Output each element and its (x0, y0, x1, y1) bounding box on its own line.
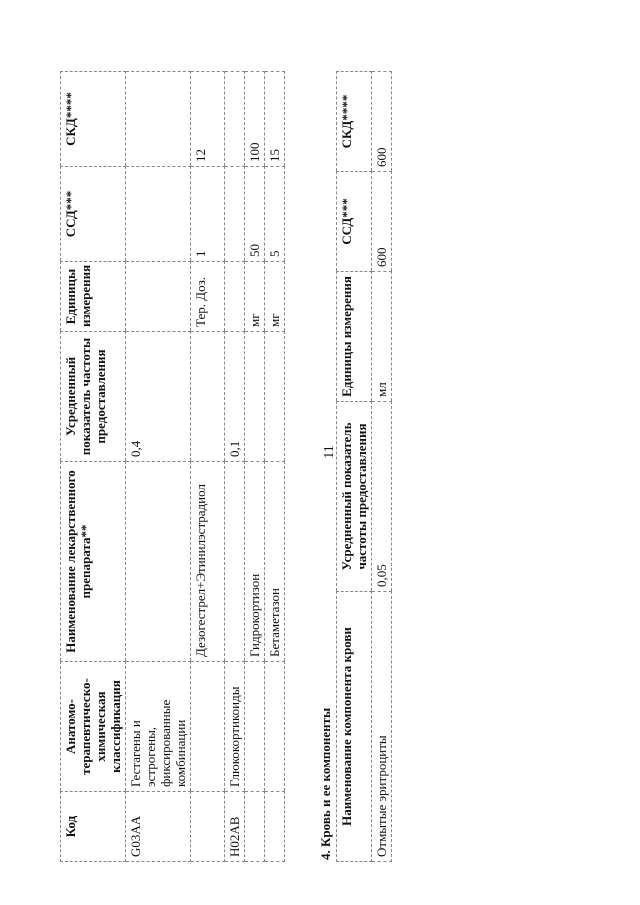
cell-units (225, 262, 245, 332)
header-skd: СКД**** (337, 72, 372, 172)
cell-frequency (191, 332, 225, 462)
cell-atc (191, 662, 225, 792)
cell-ssd: 5 (265, 167, 285, 262)
cell-drug: Гидрокортизон (245, 462, 265, 662)
header-atc: Анатомо-терапевтическо-химическая классификация (61, 662, 126, 792)
cell-skd: 600 (372, 72, 392, 172)
table-row (191, 72, 225, 862)
drug-table-container (60, 62, 300, 862)
header-frequency: Усредненный показатель частоты предоставления (337, 402, 372, 592)
cell-frequency: 0,05 (372, 402, 392, 592)
cell-frequency (245, 332, 265, 462)
cell-units: Тер. Доз. (191, 262, 225, 332)
cell-skd (126, 72, 191, 167)
cell-units: мг (265, 262, 285, 332)
cell-frequency (265, 332, 285, 462)
cell-drug: Дезогестрел+Этинилэстрадиол (191, 462, 225, 662)
cell-code: G03AA (126, 792, 191, 862)
cell-code (191, 792, 225, 862)
table-row (372, 72, 392, 862)
section-title: 4. Кровь и ее компоненты (318, 707, 333, 860)
cell-units: мл (372, 272, 392, 402)
header-ssd: ССД*** (61, 167, 126, 262)
blood-table (336, 71, 392, 862)
header-units: Единицы измерения (337, 272, 372, 402)
cell-drug (126, 462, 191, 662)
cell-ssd (225, 167, 245, 262)
cell-ssd: 600 (372, 172, 392, 272)
cell-skd: 15 (265, 72, 285, 167)
cell-atc: Глюкокортикоиды (225, 662, 245, 792)
page-number: 11 (322, 445, 337, 459)
cell-drug: Бетаметазон (265, 462, 285, 662)
cell-skd (225, 72, 245, 167)
header-ssd: ССД*** (337, 172, 372, 272)
cell-code: H02AB (225, 792, 245, 862)
cell-frequency: 0,4 (126, 332, 191, 462)
blood-section (318, 62, 418, 862)
header-drug-name: Наименование лекарственного препарата** (61, 462, 126, 662)
cell-skd: 100 (245, 72, 265, 167)
header-frequency: Усредненный показатель частоты предоставления (61, 332, 126, 462)
header-skd: СКД**** (61, 72, 126, 167)
table-row (245, 72, 265, 862)
cell-drug (225, 462, 245, 662)
header-component: Наименование компонента крови (337, 592, 372, 862)
table-row (126, 72, 191, 862)
cell-ssd: 50 (245, 167, 265, 262)
table-row (225, 72, 245, 862)
cell-atc: Гестагены и эстрогены, фиксированные комбинации (126, 662, 191, 792)
cell-ssd: 1 (191, 167, 225, 262)
header-units: Единицы измерения (61, 262, 126, 332)
cell-code (245, 792, 265, 862)
table-row (265, 72, 285, 862)
cell-units: мг (245, 262, 265, 332)
cell-ssd (126, 167, 191, 262)
cell-atc (265, 662, 285, 792)
cell-code (265, 792, 285, 862)
cell-component: Отмытые эритроциты (372, 592, 392, 862)
blood-table-header-row (337, 72, 372, 862)
cell-units (126, 262, 191, 332)
drug-table (60, 71, 285, 862)
cell-atc (245, 662, 265, 792)
drug-table-header-row (61, 72, 126, 862)
header-code: Код (61, 792, 126, 862)
cell-skd: 12 (191, 72, 225, 167)
cell-frequency: 0,1 (225, 332, 245, 462)
